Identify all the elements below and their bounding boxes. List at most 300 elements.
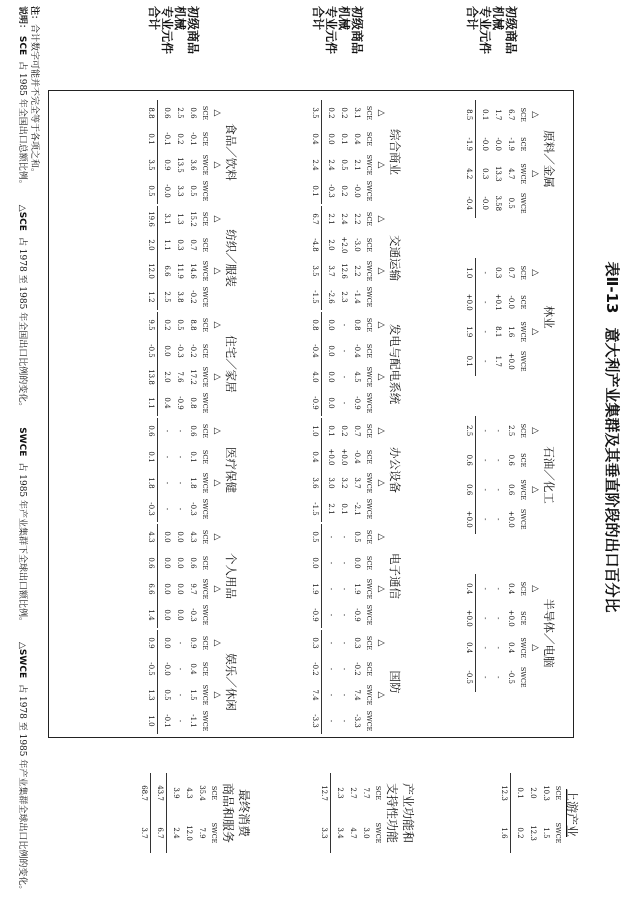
column-headers bbox=[363, 206, 375, 310]
column-header: SCE bbox=[201, 237, 209, 253]
side-subtitle: 商品和服务 bbox=[221, 782, 235, 843]
total-row bbox=[462, 100, 476, 218]
total-row bbox=[308, 206, 322, 310]
column-headers bbox=[199, 524, 211, 628]
data-row bbox=[491, 100, 504, 218]
column-header: SCE bbox=[519, 265, 527, 280]
data-row bbox=[160, 524, 173, 628]
side-header: SCE bbox=[210, 785, 218, 801]
column-header: SWCE bbox=[365, 498, 373, 520]
column-header: SCE bbox=[519, 295, 527, 310]
side-cell: 12.3 bbox=[529, 825, 537, 841]
data-row bbox=[350, 206, 363, 310]
cell: 0.1 bbox=[147, 133, 155, 145]
cluster-16 bbox=[144, 630, 240, 734]
cell: - bbox=[481, 646, 489, 649]
cell: 0.2 bbox=[163, 319, 171, 331]
cluster-15 bbox=[144, 524, 240, 628]
cell: 6.7 bbox=[311, 213, 319, 225]
cell: 13.3 bbox=[494, 165, 502, 182]
delta-mark: △ bbox=[376, 109, 386, 117]
cell: - bbox=[176, 481, 184, 485]
cell: 3.58 bbox=[494, 195, 502, 212]
cell: 8.8 bbox=[147, 107, 155, 119]
blank bbox=[529, 604, 540, 634]
cluster-name: 原料／金属 bbox=[542, 130, 556, 188]
column-header: SWCE bbox=[201, 392, 209, 414]
data-row bbox=[350, 630, 363, 734]
column-header: SCE bbox=[365, 237, 373, 253]
cell: 0.0 bbox=[176, 583, 184, 595]
column-header: SWCE bbox=[201, 578, 209, 600]
cluster-name: 个人用品 bbox=[224, 553, 238, 599]
cell: 2.0 bbox=[327, 239, 335, 251]
column-header: SWCE bbox=[201, 498, 209, 520]
cell: 0.5 bbox=[340, 159, 348, 171]
cell: 0.1 bbox=[465, 355, 473, 367]
data-row bbox=[186, 100, 199, 204]
column-headers bbox=[199, 100, 211, 204]
cell: - bbox=[163, 455, 171, 459]
cell: 3.3 bbox=[176, 185, 184, 197]
cell: -0.0 bbox=[507, 295, 515, 309]
side-cell: 10.3 bbox=[542, 785, 550, 801]
delta-marks bbox=[211, 206, 222, 310]
side-row bbox=[346, 748, 359, 878]
data-row bbox=[504, 258, 517, 376]
cell: 0.8 bbox=[311, 319, 319, 331]
side-grand-total-row bbox=[137, 773, 151, 853]
side-header: SWCE bbox=[210, 822, 218, 844]
cell: 1.0 bbox=[311, 425, 319, 437]
column-header: SCE bbox=[365, 423, 373, 439]
cell: 0.1 bbox=[311, 185, 319, 197]
blank bbox=[375, 550, 386, 576]
cell: 8.5 bbox=[465, 109, 473, 121]
cell: 0.7 bbox=[353, 425, 361, 437]
cell: 4.2 bbox=[465, 168, 473, 180]
cluster-10 bbox=[308, 630, 404, 734]
cell: - bbox=[327, 561, 335, 565]
cell: 1.3 bbox=[147, 689, 155, 701]
cell: 0.0 bbox=[163, 637, 171, 649]
cell: 0.6 bbox=[465, 454, 473, 466]
data-row bbox=[324, 312, 337, 416]
cell: 2.3 bbox=[340, 291, 348, 303]
delta-mark: △ bbox=[530, 585, 540, 593]
cell: 0.1 bbox=[189, 451, 197, 463]
cell: 0.0 bbox=[353, 557, 361, 569]
cell: 0.8 bbox=[353, 319, 361, 331]
cell: 0.9 bbox=[147, 637, 155, 649]
cluster-name: 住宅／家居 bbox=[224, 335, 238, 393]
delta-mark: △ bbox=[530, 644, 540, 652]
blank bbox=[375, 178, 386, 204]
delta-mark: △ bbox=[376, 639, 386, 647]
cell: -0.2 bbox=[189, 344, 197, 358]
cell: 3.6 bbox=[311, 477, 319, 489]
side-cell: 3.0 bbox=[362, 827, 370, 839]
side-cell: 0.1 bbox=[516, 787, 524, 799]
cell: -0.1 bbox=[163, 714, 171, 728]
cell: - bbox=[327, 641, 335, 645]
cluster-13 bbox=[144, 312, 240, 416]
cell: - bbox=[163, 507, 171, 511]
column-headers bbox=[199, 630, 211, 734]
data-row bbox=[337, 630, 350, 734]
cell: - bbox=[340, 401, 348, 405]
cell: -0.5 bbox=[147, 344, 155, 358]
cell: 0.2 bbox=[340, 185, 348, 197]
cell: - bbox=[327, 587, 335, 591]
cell: 0.4 bbox=[465, 642, 473, 654]
cell: 2.5 bbox=[507, 425, 515, 437]
delta-mark: △ bbox=[212, 691, 222, 699]
total-row bbox=[144, 524, 158, 628]
side-header: SCE bbox=[554, 785, 562, 801]
legend-item bbox=[17, 36, 27, 189]
delta-mark: △ bbox=[376, 215, 386, 223]
cluster-14 bbox=[144, 418, 240, 522]
side-cell: 3.7 bbox=[140, 827, 148, 839]
column-headers bbox=[517, 416, 529, 534]
data-row bbox=[491, 258, 504, 376]
delta-mark: △ bbox=[212, 585, 222, 593]
data-row bbox=[324, 630, 337, 734]
side-cell: 1.5 bbox=[542, 827, 550, 839]
blank bbox=[211, 444, 222, 470]
blank bbox=[529, 189, 540, 219]
cell: 0.6 bbox=[163, 107, 171, 119]
row-label: 合计 bbox=[311, 6, 325, 31]
cell: -0.0 bbox=[481, 196, 489, 210]
cell: -0.9 bbox=[311, 396, 319, 410]
cell: - bbox=[494, 587, 502, 590]
cell: 1.0 bbox=[465, 267, 473, 279]
cell: - bbox=[340, 641, 348, 645]
cell: - bbox=[176, 507, 184, 511]
cell: 9.5 bbox=[147, 319, 155, 331]
row-label: 机械 bbox=[337, 6, 351, 31]
row-label: 专业元件 bbox=[478, 6, 492, 55]
cell: 0.3 bbox=[481, 168, 489, 180]
column-header: SWCE bbox=[365, 260, 373, 282]
column-header: SCE bbox=[201, 635, 209, 651]
legend-line bbox=[16, 6, 28, 895]
side-cell: 12.7 bbox=[320, 785, 328, 801]
total-row bbox=[144, 206, 158, 310]
cell: 2.0 bbox=[163, 371, 171, 383]
column-header: SWCE bbox=[201, 366, 209, 388]
total-row bbox=[144, 630, 158, 734]
data-row bbox=[478, 416, 491, 534]
cell: 6.6 bbox=[147, 583, 155, 595]
cell: -3.3 bbox=[353, 714, 361, 728]
column-header: SWCE bbox=[365, 472, 373, 494]
column-header: SCE bbox=[365, 211, 373, 227]
delta-mark: △ bbox=[376, 585, 386, 593]
blank bbox=[211, 496, 222, 522]
delta-mark: △ bbox=[376, 267, 386, 275]
cluster-name: 林业 bbox=[542, 305, 556, 329]
side-row bbox=[333, 748, 346, 878]
cell: +0.0 bbox=[465, 609, 473, 627]
cluster-name: 办公设备 bbox=[388, 447, 402, 493]
cell: -1.9 bbox=[507, 137, 515, 151]
column-header: SCE bbox=[519, 137, 527, 152]
cell: -0.2 bbox=[353, 662, 361, 676]
blank bbox=[211, 178, 222, 204]
note-text: 合计数字可能并不完全等于各项之和。 bbox=[29, 24, 39, 178]
data-row bbox=[173, 206, 186, 310]
cell: -0.4 bbox=[353, 344, 361, 358]
column-header: SCE bbox=[519, 453, 527, 468]
blank bbox=[529, 130, 540, 160]
cell: 2.5 bbox=[465, 425, 473, 437]
column-header: SWCE bbox=[201, 472, 209, 494]
legend-value: 占 1978 至 1985 年产业集群全球出口比例的变化。 bbox=[17, 684, 27, 895]
cell: - bbox=[327, 613, 335, 617]
cell: -0.4 bbox=[465, 196, 473, 210]
cell: 0.4 bbox=[507, 642, 515, 654]
cell: 0.8 bbox=[189, 397, 197, 409]
cell: 0.4 bbox=[311, 133, 319, 145]
cell: 1.2 bbox=[147, 291, 155, 303]
column-header: SWCE bbox=[519, 479, 527, 501]
side-cell: 4.3 bbox=[185, 787, 193, 799]
side-headers bbox=[208, 748, 220, 878]
delta-mark: △ bbox=[212, 427, 222, 435]
total-row bbox=[308, 100, 322, 204]
delta-mark: △ bbox=[212, 479, 222, 487]
cell: 0.3 bbox=[353, 637, 361, 649]
cell: -0.0 bbox=[353, 184, 361, 198]
cluster-name: 电子通信 bbox=[388, 553, 402, 599]
cell: 7.6 bbox=[176, 371, 184, 383]
column-header: SCE bbox=[519, 581, 527, 596]
delta-mark: △ bbox=[212, 109, 222, 117]
total-row bbox=[462, 574, 476, 692]
cell: -0.9 bbox=[353, 608, 361, 622]
cluster-name: 综合商业 bbox=[388, 129, 402, 175]
column-header: SWCE bbox=[201, 710, 209, 732]
cluster-name: 医疗保健 bbox=[224, 447, 238, 493]
cell: - bbox=[163, 429, 171, 433]
column-header: SCE bbox=[365, 661, 373, 677]
cluster-name: 食品／饮料 bbox=[224, 123, 238, 181]
cell: 0.7 bbox=[189, 239, 197, 251]
delta-mark: △ bbox=[530, 111, 540, 119]
table-title bbox=[592, 0, 632, 888]
cell: - bbox=[340, 561, 348, 565]
cell: -0.0 bbox=[163, 662, 171, 676]
cell: 0.6 bbox=[465, 484, 473, 496]
column-header: SWCE bbox=[519, 192, 527, 214]
column-headers bbox=[363, 312, 375, 416]
legend-value: 占 1985 年全国出口总额比例。 bbox=[17, 61, 27, 189]
cell: 3.7 bbox=[353, 477, 361, 489]
cell: 13.5 bbox=[176, 157, 184, 173]
column-header: SCE bbox=[201, 317, 209, 333]
blank bbox=[375, 708, 386, 734]
cell: 1.6 bbox=[507, 326, 515, 338]
cell: 7.4 bbox=[353, 689, 361, 701]
row-label: 合计 bbox=[147, 6, 161, 31]
delta-marks bbox=[529, 100, 540, 218]
data-row bbox=[324, 418, 337, 522]
cell: 1.3 bbox=[176, 213, 184, 225]
cell: 0.2 bbox=[340, 107, 348, 119]
data-row bbox=[186, 206, 199, 310]
column-header: SCE bbox=[365, 317, 373, 333]
cell: 2.1 bbox=[327, 503, 335, 515]
cell: 2.0 bbox=[147, 239, 155, 251]
cell: - bbox=[327, 693, 335, 697]
legend-items bbox=[17, 36, 27, 910]
cell: +2.0 bbox=[340, 236, 348, 254]
cell: 0.9 bbox=[189, 637, 197, 649]
delta-mark: △ bbox=[212, 373, 222, 381]
cell: 3.8 bbox=[176, 291, 184, 303]
cluster-name: 纺织／服装 bbox=[224, 229, 238, 287]
cell: 0.4 bbox=[465, 583, 473, 595]
cell: 0.5 bbox=[163, 689, 171, 701]
cell: 2.1 bbox=[327, 213, 335, 225]
delta-mark: △ bbox=[212, 533, 222, 541]
column-header: SCE bbox=[201, 105, 209, 121]
cell: -1.1 bbox=[189, 714, 197, 728]
column-headers bbox=[199, 418, 211, 522]
delta-mark: △ bbox=[212, 267, 222, 275]
side-row bbox=[526, 748, 539, 878]
cluster-7 bbox=[308, 312, 404, 416]
data-row bbox=[173, 312, 186, 416]
cell: - bbox=[340, 349, 348, 353]
cell: - bbox=[176, 455, 184, 459]
side-row bbox=[539, 748, 552, 878]
delta-marks bbox=[529, 258, 540, 376]
total-row bbox=[308, 630, 322, 734]
cell: 0.0 bbox=[327, 319, 335, 331]
column-header: SCE bbox=[519, 107, 527, 122]
cell: - bbox=[327, 667, 335, 671]
delta-mark: △ bbox=[376, 373, 386, 381]
cell: 3.5 bbox=[311, 107, 319, 119]
note-line bbox=[28, 6, 40, 886]
legend-value: 占 1985 年产业集群下全球出口额比例。 bbox=[17, 462, 27, 627]
cell: 1.0 bbox=[147, 715, 155, 727]
row-label: 合计 bbox=[465, 6, 479, 31]
cell: 0.6 bbox=[507, 454, 515, 466]
delta-marks bbox=[211, 418, 222, 522]
delta-marks bbox=[211, 100, 222, 204]
cell: -0.1 bbox=[163, 132, 171, 146]
side-cell: 3.9 bbox=[172, 787, 180, 799]
cell: - bbox=[327, 535, 335, 539]
data-row bbox=[173, 418, 186, 522]
cell: - bbox=[176, 641, 184, 645]
side-summary-2 bbox=[317, 748, 416, 878]
blank bbox=[529, 288, 540, 318]
cluster-11 bbox=[144, 100, 240, 204]
cell: +0.0 bbox=[465, 293, 473, 311]
blank bbox=[211, 284, 222, 310]
cell: +0.0 bbox=[507, 352, 515, 370]
cell: +0.0 bbox=[327, 448, 335, 466]
column-header: SWCE bbox=[365, 684, 373, 706]
cell: 6.7 bbox=[507, 109, 515, 121]
side-cell: 1.6 bbox=[500, 827, 508, 839]
cell: 8.8 bbox=[189, 319, 197, 331]
cell: 2.2 bbox=[353, 265, 361, 277]
cell: 0.3 bbox=[176, 239, 184, 251]
delta-mark: △ bbox=[376, 691, 386, 699]
cell: 4.3 bbox=[189, 531, 197, 543]
cell: 0.2 bbox=[340, 425, 348, 437]
cell: 12.6 bbox=[340, 263, 348, 279]
cell: 0.5 bbox=[189, 185, 197, 197]
cell: -0.4 bbox=[311, 344, 319, 358]
side-cell: 2.7 bbox=[349, 787, 357, 799]
data-row bbox=[173, 630, 186, 734]
cell: 0.3 bbox=[311, 637, 319, 649]
delta-marks bbox=[375, 100, 386, 204]
side-cell: 2.4 bbox=[172, 827, 180, 839]
column-header: SCE bbox=[519, 611, 527, 626]
cell: - bbox=[481, 459, 489, 462]
cell: 3.2 bbox=[340, 477, 348, 489]
cell: 19.6 bbox=[147, 211, 155, 227]
total-row bbox=[144, 418, 158, 522]
cluster-name: 半导体／电脑 bbox=[542, 598, 556, 668]
side-cell: 3.3 bbox=[320, 827, 328, 839]
column-header: SCE bbox=[201, 555, 209, 571]
cell: 7.4 bbox=[311, 689, 319, 701]
cell: 1.7 bbox=[494, 355, 502, 367]
cluster-name: 娱乐／休闲 bbox=[224, 653, 238, 711]
delta-marks bbox=[211, 524, 222, 628]
cell: 17.2 bbox=[189, 369, 197, 385]
cell: -0.3 bbox=[189, 608, 197, 622]
cell: 0.3 bbox=[494, 267, 502, 279]
cell: 1.1 bbox=[163, 239, 171, 251]
column-header: SWCE bbox=[365, 710, 373, 732]
delta-mark: △ bbox=[212, 215, 222, 223]
side-row bbox=[513, 748, 526, 878]
column-header: SWCE bbox=[365, 154, 373, 176]
side-cell: 68.7 bbox=[140, 785, 148, 801]
cell: - bbox=[327, 719, 335, 723]
cluster-4 bbox=[462, 574, 558, 692]
cell: +0.0 bbox=[340, 448, 348, 466]
cell: 0.0 bbox=[163, 609, 171, 621]
cell: - bbox=[494, 518, 502, 521]
delta-mark: △ bbox=[376, 321, 386, 329]
cell: 15.2 bbox=[189, 211, 197, 227]
cell: -0.1 bbox=[189, 132, 197, 146]
column-header: SWCE bbox=[201, 154, 209, 176]
cell: 1.7 bbox=[494, 109, 502, 121]
side-title: 产业功能和 bbox=[401, 782, 415, 843]
cell: - bbox=[176, 693, 184, 697]
cluster-2 bbox=[462, 258, 558, 376]
cell: -0.3 bbox=[189, 502, 197, 516]
data-row bbox=[478, 100, 491, 218]
cell: -0.3 bbox=[147, 502, 155, 516]
table-number: 表Ⅱ-13 bbox=[603, 261, 621, 314]
cell: 0.6 bbox=[189, 107, 197, 119]
cell: - bbox=[176, 719, 184, 723]
